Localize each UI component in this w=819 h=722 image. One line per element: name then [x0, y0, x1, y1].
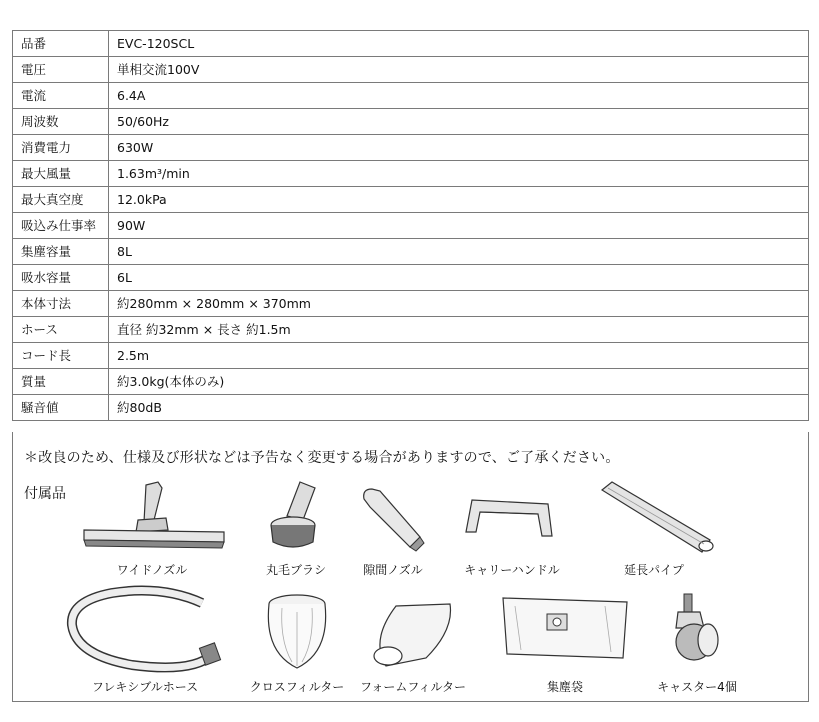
accessory-label: ワイドノズル: [116, 563, 188, 577]
flexible-hose-icon: [62, 585, 232, 675]
accessory-label: クロスフィルター: [249, 680, 345, 694]
round-brush-icon: [265, 480, 325, 555]
accessory-label: 集塵袋: [546, 680, 584, 694]
spec-row-power: [13, 135, 809, 161]
spec-label: 騒音値: [13, 395, 109, 421]
spec-value: 90W: [109, 213, 809, 239]
spec-row-water-capacity: [13, 265, 809, 291]
spec-row-voltage: [13, 57, 809, 83]
spec-value: 約80dB: [109, 395, 809, 421]
extension-pipe-icon: [598, 480, 718, 555]
caster-icon: [668, 592, 728, 667]
spec-label: 吸込み仕事率: [13, 213, 109, 239]
accessory-label: キャリーハンドル: [464, 563, 560, 577]
spec-row-hose: [13, 317, 809, 343]
wide-nozzle-icon: [78, 480, 228, 555]
accessory-label: 隙間ノズル: [363, 563, 423, 577]
spec-row-suction: [13, 213, 809, 239]
spec-label: 集塵容量: [13, 239, 109, 265]
spec-row-frequency: [13, 109, 809, 135]
crevice-nozzle-icon: [358, 485, 428, 555]
spec-label: 電流: [13, 83, 109, 109]
spec-value: 1.63m³/min: [109, 161, 809, 187]
spec-label: 本体寸法: [13, 291, 109, 317]
spec-label: ホース: [13, 317, 109, 343]
accessory-label: フォームフィルター: [360, 680, 466, 694]
spec-label: コード長: [13, 343, 109, 369]
spec-label: 吸水容量: [13, 265, 109, 291]
accessories-title: 付属品: [24, 486, 66, 502]
spec-label: 最大真空度: [13, 187, 109, 213]
spec-row-weight: [13, 369, 809, 395]
spec-row-cord: [13, 343, 809, 369]
spec-label: 質量: [13, 369, 109, 395]
spec-row-model: [13, 31, 809, 57]
accessory-label: 丸毛ブラシ: [265, 563, 327, 577]
spec-value: 単相交流100V: [109, 57, 809, 83]
spec-value: 12.0kPa: [109, 187, 809, 213]
spec-value: 6.4A: [109, 83, 809, 109]
accessory-label: キャスター4個: [657, 680, 737, 694]
spec-table: [12, 30, 809, 421]
spec-label: 消費電力: [13, 135, 109, 161]
disclaimer-note: ＊改良のため、仕様及び形状などは予告なく変更する場合がありますので、ご了承ください。: [24, 450, 620, 466]
spec-row-dimensions: [13, 291, 809, 317]
cloth-filter-icon: [262, 592, 332, 672]
spec-value: 約3.0kg(本体のみ): [109, 369, 809, 395]
spec-row-vacuum: [13, 187, 809, 213]
spec-value: 直径 約32mm × 長さ 約1.5m: [109, 317, 809, 343]
accessory-label: フレキシブルホース: [91, 680, 199, 694]
spec-value: 2.5m: [109, 343, 809, 369]
spec-row-airflow: [13, 161, 809, 187]
spec-row-noise: [13, 395, 809, 421]
dust-bag-icon: [495, 592, 635, 664]
spec-value: 630W: [109, 135, 809, 161]
spec-row-current: [13, 83, 809, 109]
carry-handle-icon: [460, 492, 560, 547]
spec-label: 周波数: [13, 109, 109, 135]
spec-label: 最大風量: [13, 161, 109, 187]
spec-value: 約280mm × 280mm × 370mm: [109, 291, 809, 317]
spec-value: 8L: [109, 239, 809, 265]
foam-filter-icon: [366, 600, 456, 670]
accessory-label: 延長パイプ: [624, 563, 684, 577]
spec-label: 品番: [13, 31, 109, 57]
spec-value: EVC-120SCL: [109, 31, 809, 57]
spec-value: 6L: [109, 265, 809, 291]
spec-label: 電圧: [13, 57, 109, 83]
spec-value: 50/60Hz: [109, 109, 809, 135]
spec-row-dust-capacity: [13, 239, 809, 265]
